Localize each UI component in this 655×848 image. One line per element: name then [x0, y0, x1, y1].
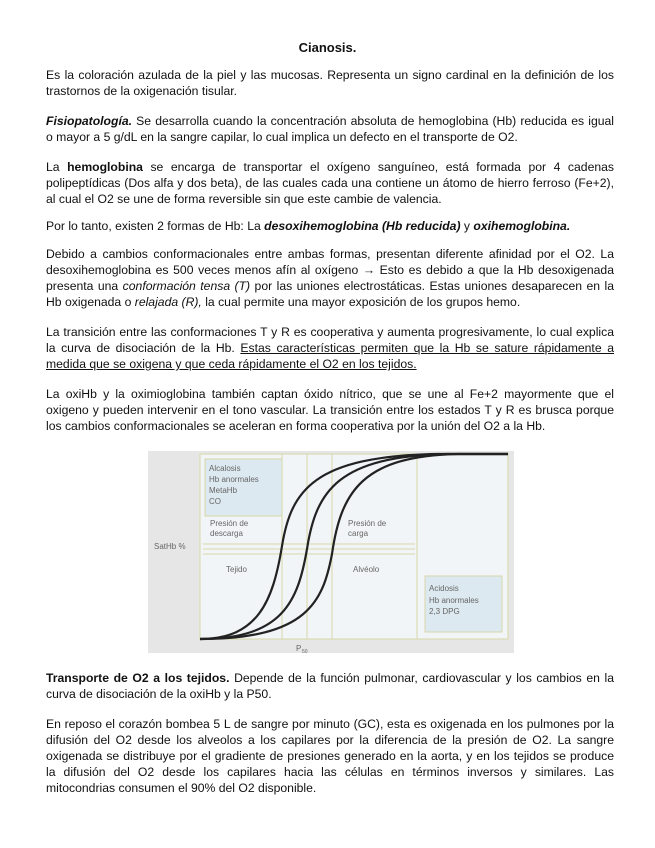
- right-box-line: Hb anormales: [429, 596, 479, 605]
- right-box-line: 2,3 DPG: [429, 607, 460, 616]
- text: Debido a cambios conformacionales entre ambas formas, presentan diferente afinidad por el O2. La desoxihemoglobina es 500 veces menos afín al oxígeno → Esto es debido a que la Hb desoxigenada presenta una: [46, 247, 614, 293]
- paragraph-fisiopatologia: [46, 113, 614, 145]
- y-axis-label: SatHb %: [154, 542, 186, 551]
- paragraph-text: Depende de la función pulmonar, cardiovascular y los cambios en la curva de disociación de la oxiHb y la P50.: [46, 671, 614, 701]
- left-box-line: Alcalosis: [209, 464, 241, 473]
- descarga-label: descarga: [210, 529, 243, 538]
- page-title: Cianosis.: [298, 40, 357, 55]
- paragraph-reposo: En reposo el corazón bombea 5 L de sangre por minuto (GC), esta es oxigenada en los pulmones por la difusión del O2 desde los alveolos a los capilares por la diferencia de la presión de O2. La sangre oxigenada se distribuye por el gradiente de presiones generado en la aorta, y en los tejidos se produce la difusión del O2 desde los capilares hacia las células en términos inversos y similares. Las mitocondrias consumen el 90% del O2 disponible.: [46, 717, 614, 795]
- italic-term: relajada (R),: [134, 295, 202, 309]
- alveolo-label: Alvéolo: [353, 565, 380, 574]
- paragraph-hemoglobina: [46, 159, 614, 207]
- paragraph-transporte: [46, 670, 614, 702]
- right-box-line: Acidosis: [429, 584, 459, 593]
- text: La transición entre las conformaciones T y R es cooperativa y aumenta progresivamente, lo cual explica la curva de disociación de la Hb.: [46, 325, 614, 355]
- carga-label: Presión de: [348, 519, 387, 528]
- bold-term: hemoglobina: [67, 160, 143, 174]
- x-axis-label-subscript: 50: [302, 649, 308, 653]
- oxyhemoglobin-dissociation-figure: [148, 451, 514, 653]
- left-box-line: MetaHb: [209, 486, 238, 495]
- text: y: [460, 219, 474, 233]
- text: se encarga de transportar el oxígeno sanguíneo, está formada por 4 cadenas polipeptídicas (Dos alfa y dos beta), de las cuales cada una contiene un átomo de hierro ferroso (Fe+2), al cual el O2 se une de forma reversible sin que este cambie de valencia.: [46, 160, 615, 206]
- text: por las uniones electrostáticas. Estas uniones desaparecen en la Hb oxigenada o: [46, 279, 614, 309]
- paragraph-conformaciones: [46, 246, 614, 310]
- paragraph-oxihb: La oxiHb y la oximioglobina también captan óxido nítrico, que se une al Fe+2 mayormente que el oxigeno y pueden intervenir en el tono vascular. La transición entre los estados T y R es brusca porque los cambios conformacionales se aceleran en forma cooperativa por la unión del O2 a la Hb.: [46, 387, 614, 433]
- tejido-label: Tejido: [226, 565, 247, 574]
- left-box-line: CO: [209, 497, 221, 506]
- paragraph-definition: Es la coloración azulada de la piel y las mucosas. Representa un signo cardinal en la definición de los trastornos de la oxigenación tisular.: [46, 68, 614, 98]
- paragraph-formas-hb: [46, 218, 614, 234]
- paragraph-transicion: [46, 324, 614, 372]
- bold-term: desoxihemoglobina (Hb reducida): [264, 219, 461, 233]
- text: la cual permite una mayor exposición de los grupos hemo.: [201, 295, 521, 309]
- section-lead: Transporte de O2 a los tejidos.: [46, 671, 230, 685]
- text: Por lo tanto, existen 2 formas de Hb: La: [46, 219, 265, 233]
- descarga-label: Presión de: [210, 519, 249, 528]
- bold-term: oxihemoglobina.: [473, 219, 571, 233]
- section-lead: Fisiopatología.: [46, 114, 132, 128]
- left-box-line: Hb anormales: [209, 475, 259, 484]
- x-axis-label: P: [296, 644, 302, 653]
- text: La: [46, 160, 68, 174]
- underlined-text: Estas características permiten que la Hb se sature rápidamente a medida que se oxigena y que ceda rápidamente el O2 en los tejidos.: [46, 341, 614, 371]
- italic-term: conformación tensa (T): [122, 279, 251, 293]
- paragraph-text: Se desarrolla cuando la concentración absoluta de hemoglobina (Hb) reducida es igual o mayor a 5 g/dL en la sangre capilar, lo cual implica un defecto en el transporte de O2.: [46, 114, 614, 144]
- carga-label: carga: [348, 529, 369, 538]
